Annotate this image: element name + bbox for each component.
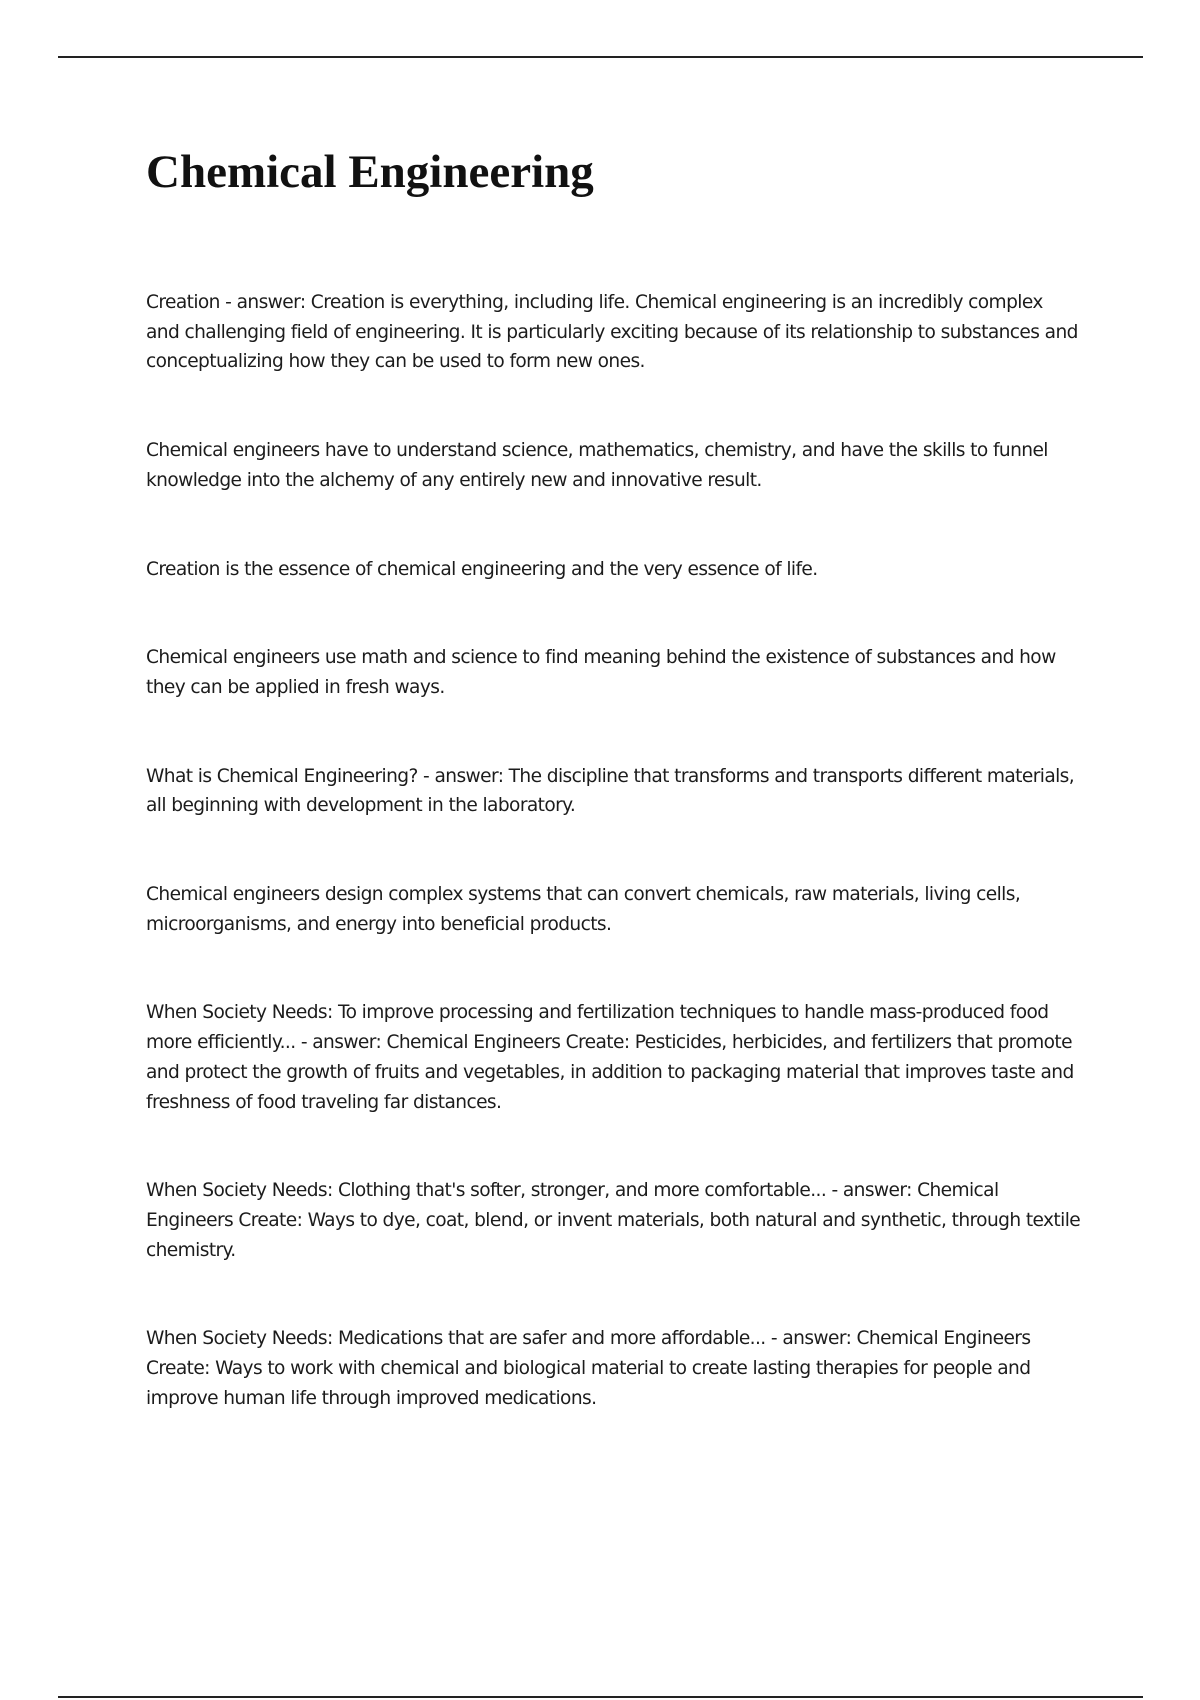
paragraph: Chemical engineers design complex systems that can convert chemicals, raw materials, living cells, microorganisms, and energy into beneficial products. bbox=[146, 884, 1021, 935]
paragraph: Creation - answer: Creation is everything, including life. Chemical engineering is an incredibly complex and challenging field of engineering. It is particularly exciting because of its relationship to substances and conceptualizing how they can be used to form new ones. bbox=[146, 292, 1078, 373]
paragraph: When Society Needs: Medications that are safer and more affordable... - answer: Chemical Engineers Create: Ways to work with chemical and biological material to create lasting therapies for people and improve human life through improved medications. bbox=[146, 1328, 1031, 1409]
paragraph: Chemical engineers use math and science to find meaning behind the existence of substances and how they can be applied in fresh ways. bbox=[146, 647, 1056, 698]
paragraph: Chemical engineers have to understand science, mathematics, chemistry, and have the skills to funnel knowledge into the alchemy of any entirely new and innovative result. bbox=[146, 440, 1048, 491]
paragraph-list bbox=[146, 288, 1081, 1413]
bottom-rule bbox=[58, 1696, 1143, 1698]
paragraph: Creation is the essence of chemical engineering and the very essence of life. bbox=[146, 558, 818, 580]
paragraph: When Society Needs: To improve processing and fertilization techniques to handle mass-produced food more efficiently... - answer: Chemical Engineers Create: Pesticides, herbicides, and fertilizers that promote and protect the growth of fruits and vegetables, in addition to packaging material that improves taste and freshness of food traveling far distances. bbox=[146, 1002, 1074, 1113]
document-title: Chemical Engineering bbox=[146, 146, 594, 198]
top-rule bbox=[58, 56, 1143, 58]
paragraph: When Society Needs: Clothing that's softer, stronger, and more comfortable... - answer: Chemical Engineers Create: Ways to dye, coat, blend, or invent materials, both natural and synthetic, through textile chemistry. bbox=[146, 1180, 1081, 1261]
document-page bbox=[146, 140, 1081, 1472]
paragraph: What is Chemical Engineering? - answer: The discipline that transforms and transports different materials, all beginning with development in the laboratory. bbox=[146, 765, 1075, 817]
